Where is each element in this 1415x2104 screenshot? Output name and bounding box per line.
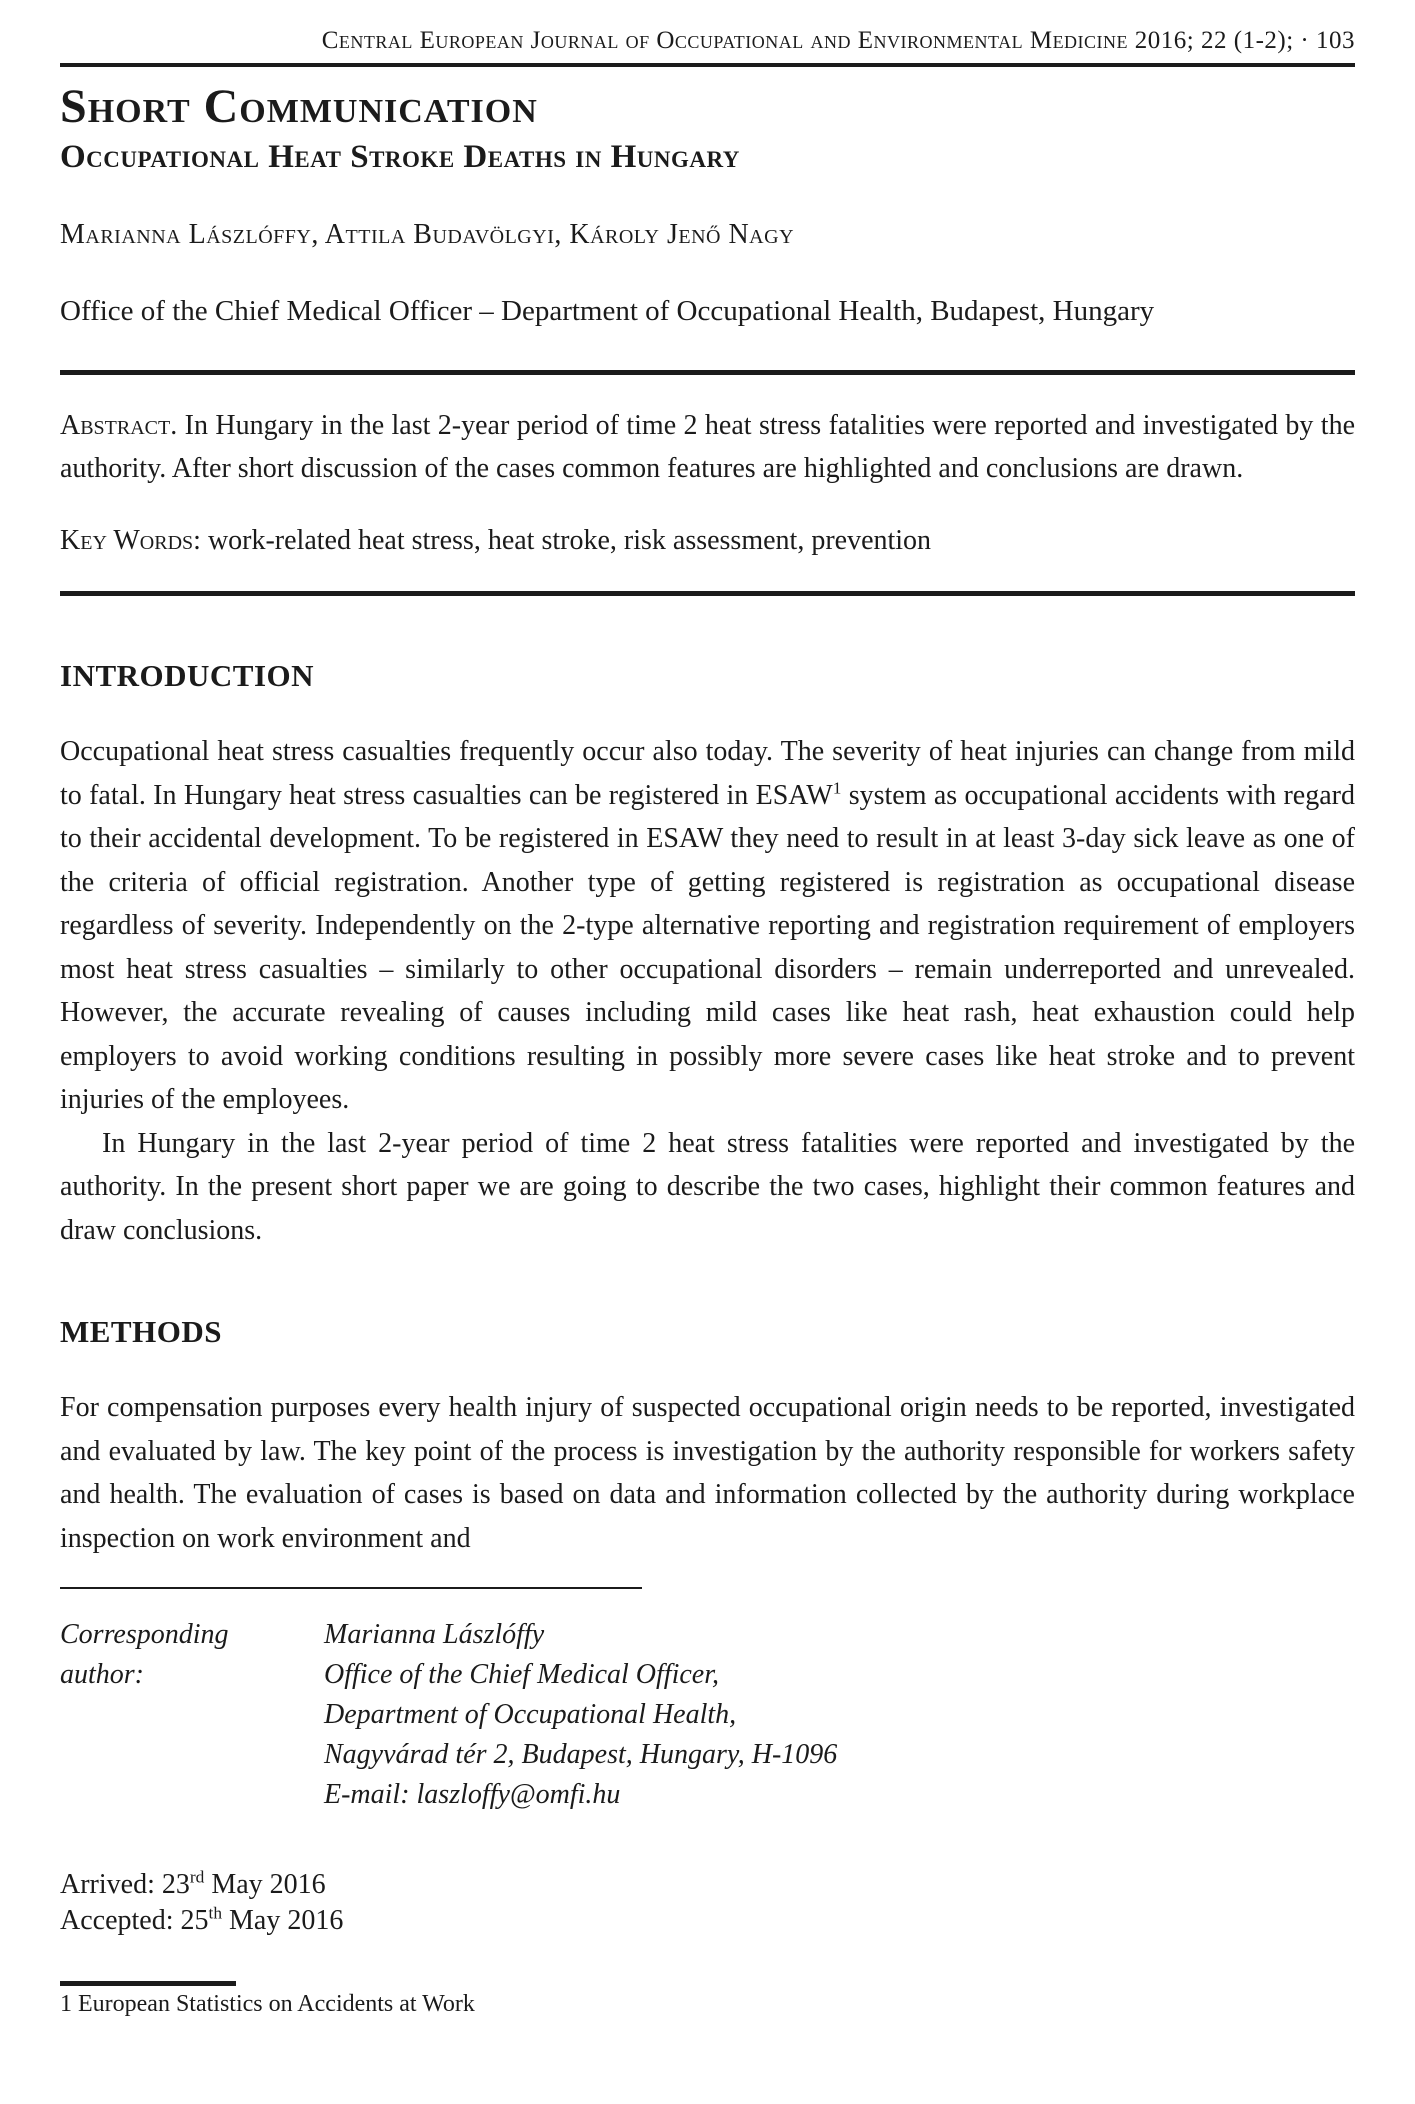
accepted-date-prefix: Accepted: 25 — [60, 1905, 209, 1937]
abstract-text: In Hungary in the last 2-year period of time 2 heat stress fatalities were reported and investigated by the authority. After short discussion of the cases common features are highlighted and conclusions are drawn. — [60, 410, 1355, 484]
header-rule — [60, 63, 1355, 67]
article-title: Occupational Heat Stroke Deaths in Hungary — [60, 138, 740, 175]
journal-header: Central European Journal of Occupational and Environmental Medicine 2016; 22 (1-2); · 103 — [321, 27, 1355, 54]
manuscript-dates — [60, 1867, 1355, 1940]
keywords-label: Key Words: — [60, 525, 201, 557]
arrived-date-suffix: May 2016 — [204, 1868, 326, 1900]
abstract-label: Abstract. — [60, 410, 178, 442]
section-heading-introduction: INTRODUCTION — [60, 658, 315, 694]
abstract-paragraph — [60, 405, 1355, 490]
corresponding-author-dept: Department of Occupational Health, — [324, 1698, 737, 1730]
corresponding-author-block — [60, 1615, 1355, 1815]
corresponding-author-address: Nagyvárad tér 2, Budapest, Hungary, H-1096 — [324, 1738, 838, 1770]
keywords-paragraph — [60, 520, 1355, 563]
arrived-date-ordinal: rd — [189, 1867, 205, 1887]
introduction-paragraph-1 — [60, 730, 1355, 1122]
corresponding-author-email: E-mail: laszloffy@omfi.hu — [324, 1778, 621, 1810]
abstract-bottom-rule — [60, 591, 1355, 596]
article-type-title: Short Communication — [60, 80, 538, 133]
esaw-footnote-marker: 1 — [832, 778, 842, 798]
footnote-rule — [60, 1981, 236, 1986]
keywords-text: work-related heat stress, heat stroke, risk assessment, prevention — [200, 525, 932, 557]
introduction-paragraph-1-text: Occupational heat stress casualties frequently occur also today. The severity of heat injuries can change from mild to fatal. In Hungary heat stress casualties can be registered in ESAW — [60, 736, 1355, 811]
abstract-top-rule — [60, 370, 1355, 375]
authors-line: Marianna Lászlóffy, Attila Budavölgyi, Károly Jenő Nagy — [60, 219, 795, 251]
accepted-date-line — [60, 1903, 1355, 1939]
corresponding-author-office: Office of the Chief Medical Officer, — [324, 1658, 720, 1690]
corresponding-author-details — [324, 1615, 837, 1815]
methods-paragraph-1: For compensation purposes every health injury of suspected occupational origin needs to be reported, investigated and evaluated by law. The key point of the process is investigation by the authority responsible for workers safety and health. The evaluation of cases is based on data and information collected by the authority during workplace inspection on work environment and — [60, 1392, 1355, 1554]
footnote-text: 1 European Statistics on Accidents at Work — [60, 1991, 475, 2018]
accepted-date-ordinal: th — [208, 1903, 223, 1923]
arrived-date-line — [60, 1867, 1355, 1903]
section-heading-methods: METHODS — [60, 1314, 222, 1350]
introduction-paragraph-1-text-cont: system as occupational accidents with regard to their accidental development. To be registered in ESAW they need to result in at least 3-day sick leave as one of the criteria of official registration. Another type of getting registered is registration as occupational disease regardless of severity. Independently on the 2-type alternative reporting and registration requirement of employers most heat stress casualties – similarly to other occupational disorders – remain underreported and unrevealed. However, the accurate revealing of causes including mild cases like heat rash, heat exhaustion could help employers to avoid working conditions resulting in possibly more severe cases like heat stroke and to prevent injuries of the employees. — [60, 779, 1355, 1116]
corresponding-author-divider — [60, 1587, 642, 1589]
accepted-date-suffix: May 2016 — [222, 1905, 344, 1937]
corresponding-author-label: Corresponding author: — [60, 1618, 229, 1690]
arrived-date-prefix: Arrived: 23 — [60, 1868, 190, 1900]
corresponding-author-name: Marianna Lászlóffy — [324, 1618, 545, 1650]
affiliation-line: Office of the Chief Medical Officer – Department of Occupational Health, Budapest, Hungary — [60, 295, 1155, 328]
introduction-paragraph-2: In Hungary in the last 2-year period of time 2 heat stress fatalities were reported and investigated by the authority. In the present short paper we are going to describe the two cases, highlight their common features and draw conclusions. — [60, 1127, 1355, 1246]
